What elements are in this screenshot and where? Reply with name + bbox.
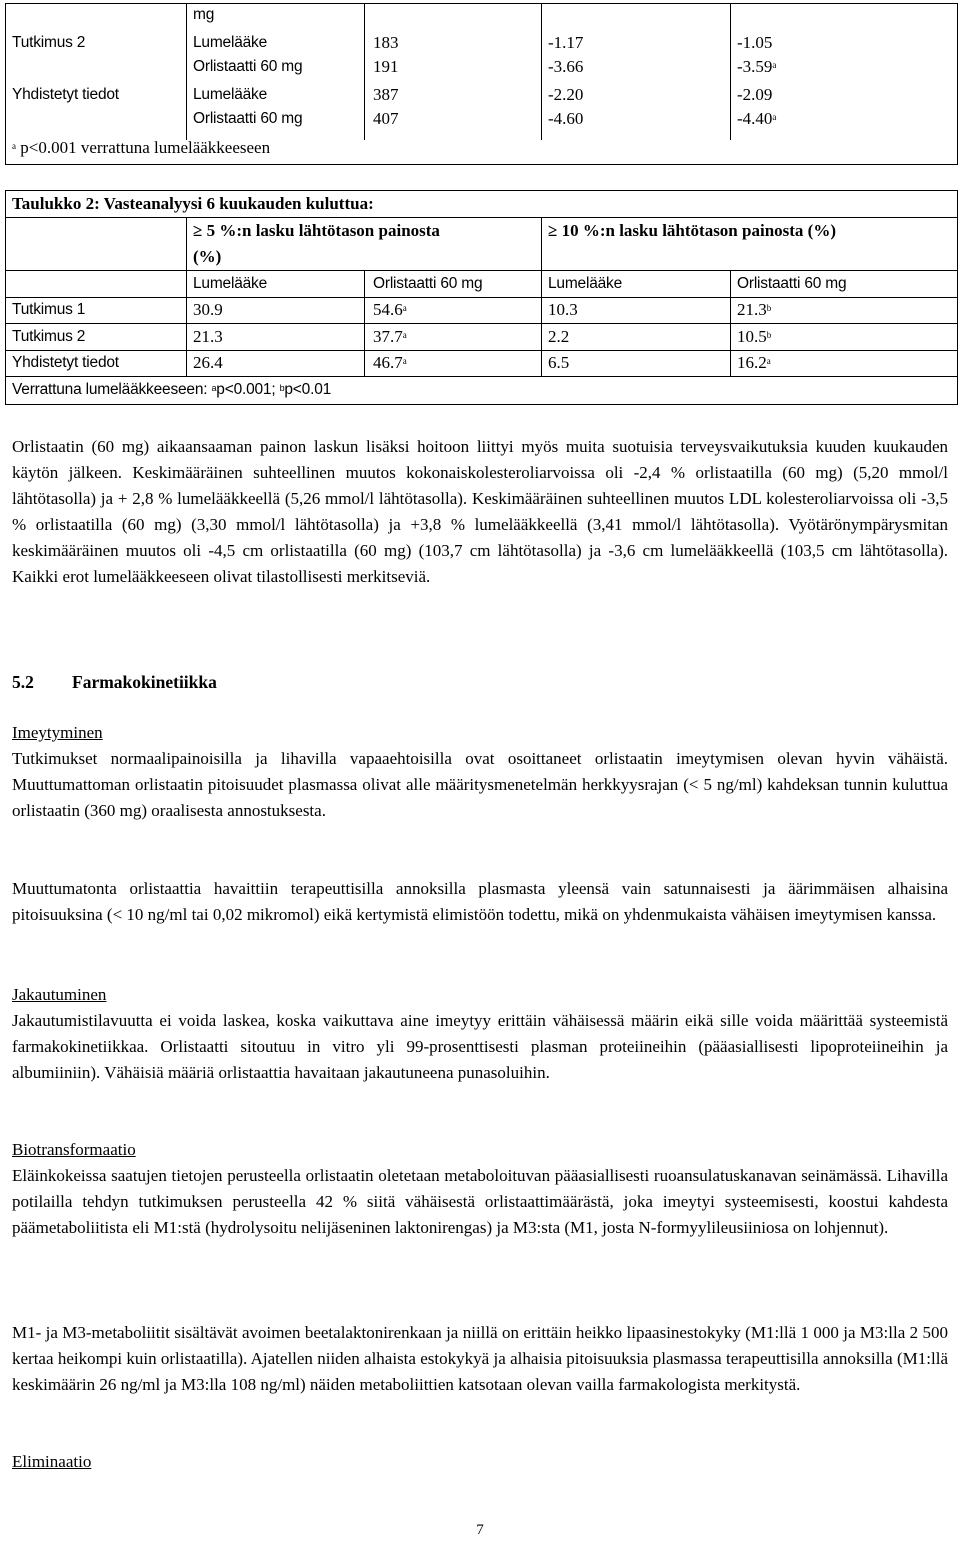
table2-header-5pct-unit: (%) — [193, 247, 222, 266]
table1-study-label: Tutkimus 2 — [12, 34, 86, 51]
table2-cell: 30.9 — [193, 300, 223, 319]
table2-row-label: Tutkimus 2 — [12, 328, 86, 345]
table2-cell: 46.7$^a$ — [373, 353, 407, 372]
paragraph-distribution: Jakautumistilavuutta ei voida laskea, koska vaikuttava aine imeytyy erittäin vähäisessä määrin eikä sille voida määrittää systeemistä farmakokinetiikkaa. Orlistaatti sitoutuu in vitro yli 99-prosenttisesti plasman proteiineihin (pääasiallisesti lipoproteiineihin ja albumiiniin). Vähäisiä määriä orlistaattia havaitaan jakautuneena punasoluihin. — [12, 1011, 948, 1082]
heading-absorption: Imeytyminen — [12, 723, 103, 742]
table2-cell: 16.2$^a$ — [737, 353, 771, 372]
table2-subheader: Lumelääke — [548, 275, 623, 292]
table2-title: Taulukko 2: Vasteanalyysi 6 kuukauden kuluttua: — [12, 194, 374, 213]
heading-biotransformation: Biotransformaatio — [12, 1140, 136, 1159]
table1-group: Lumelääke — [193, 34, 268, 51]
paragraph-biotransformation-2: M1- ja M3-metaboliitit sisältävät avoimen beetalaktonirenkaan ja niillä on erittäin heikko lipaasinestokyky (M1:llä 1 000 ja M3:lla 2 500 kertaa heikompi kuin orlistaatilla). Ajatellen niiden alhaista estokykyä ja alhaisia pitoisuuksia plasmassa terapeuttisilla annoksilla (M1:llä keskimäärin 26 ng/ml ja M3:lla 108 ng/ml) näiden metaboliittien katsotaan olevan vailla farmakologista merkitystä. — [12, 1323, 948, 1394]
table1-group: Orlistaatti 60 mg — [193, 110, 303, 127]
table1-value: -4.40$^a$ — [737, 109, 777, 128]
table2-row-label: Yhdistetyt tiedot — [12, 354, 119, 371]
table1-value: -3.66 — [548, 57, 584, 76]
table2-cell: 21.3$^b$ — [737, 300, 772, 319]
table2-cell: 6.5 — [548, 353, 570, 372]
table1-n: 183 — [373, 33, 399, 52]
table2-cell: 2.2 — [548, 327, 570, 346]
table2-subheader: Orlistaatti 60 mg — [373, 275, 483, 292]
paragraph-absorption-2: Muuttumatonta orlistaattia havaittiin terapeuttisilla annoksilla plasmasta yleensä vain satunnaisesti ja äärimmäisen alhaisina pitoisuuksina (< 10 ng/ml tai 0,02 mikromol) eikä kertymistä elimistöön todettu, mikä on yhdenmukaista vähäisen imeytymisen kanssa. — [12, 879, 948, 924]
page-number: 7 — [476, 1522, 484, 1538]
table2-header-10pct: ≥ 10 %:n lasku lähtötason painosta (%) — [548, 221, 836, 240]
table1-value: -2.09 — [737, 85, 773, 104]
table1-study-label: Yhdistetyt tiedot — [12, 86, 119, 103]
table2-footnote: Verrattuna lumelääkkeeseen: $^a$p<0.001; $^b$p<0.01 — [12, 381, 332, 398]
table1-cell-fragment: mg — [193, 6, 215, 23]
table2-cell: 54.6$^a$ — [373, 300, 407, 319]
paragraph-biotransformation-1: Eläinkokeissa saatujen tietojen perusteella orlistaatin oletetaan metaboloituvan pääasiallisesti ruoansulatuskanavan seinämässä. Lihavilla potilailla tehdyn tutkimuksen perusteella 42 % siitä vähäisestä orlistaattimäärästä, joka imeytyi systeemisesti, koostui kahdesta päämetaboliitista eli M1:stä (hydrolysoitu nelijäseninen laktonirengas) ja M3:sta (M1, josta N-formyylileusiiniosa on lohjennut). — [12, 1166, 948, 1237]
table2-row-label: Tutkimus 1 — [12, 301, 86, 318]
table1-value: -1.05 — [737, 33, 773, 52]
table2-subheader: Lumelääke — [193, 275, 268, 292]
heading-distribution: Jakautuminen — [12, 985, 107, 1004]
table1-value: -4.60 — [548, 109, 584, 128]
paragraph-health-effects: Orlistaatin (60 mg) aikaansaaman painon laskun lisäksi hoitoon liittyi myös muita suotuisia terveysvaikutuksia kuuden kuukauden käytön jälkeen. Keskimääräinen suhteellinen muutos kokonaiskolesteroliarvoissa oli -2,4 % orlistaatilla (60 mg) (5,20 mmol/l lähtötasolla) ja + 2,8 % lumelääkkeellä (5,26 mmol/l lähtötasolla). Keskimääräinen suhteellinen muutos LDL kolesteroliarvoissa oli -3,5 % orlistaatilla (60 mg) (3,30 mmol/l lähtötasolla) ja +3,8 % lumelääkkeellä (3,41 mmol/l lähtötasolla). Vyötärönympärysmitan keskimääräinen muutos oli -4,5 cm orlistaatilla (60 mg) (103,7 cm lähtötasolla) ja -3,6 cm lumelääkkeellä (103,5 cm lähtötasolla). Kaikki erot lumelääkkeeseen olivat tilastollisesti merkitseviä. — [12, 437, 948, 586]
table2-cell: 10.5$^b$ — [737, 327, 772, 346]
heading-elimination: Eliminaatio — [12, 1452, 92, 1471]
table2-subheader: Orlistaatti 60 mg — [737, 275, 847, 292]
table1-value: -3.59$^a$ — [737, 57, 777, 76]
table2-header-5pct: ≥ 5 %:n lasku lähtötason painosta — [193, 221, 440, 240]
table1-n: 387 — [373, 85, 399, 104]
table2-cell: 21.3 — [193, 327, 223, 346]
table1-value: -2.20 — [548, 85, 584, 104]
paragraph-absorption-1: Tutkimukset normaalipainoisilla ja lihavilla vapaaehtoisilla ovat osoittaneet orlistaatin imeytymisen olevan hyvin vähäistä. Muuttumattoman orlistaatin pitoisuudet plasmassa olivat alle määritysmenetelmän herkkyysrajan (< 5 ng/ml) kahdeksan tunnin kuluttua orlistaatin (360 mg) oraalisesta annostuksesta. — [12, 749, 948, 820]
table2-cell: 26.4 — [193, 353, 223, 372]
table1-value: -1.17 — [548, 33, 584, 52]
section-title: 5.2 Farmakokinetiikka — [12, 672, 217, 692]
table1-group: Orlistaatti 60 mg — [193, 58, 303, 75]
table2-cell: 10.3 — [548, 300, 578, 319]
table2-cell: 37.7$^a$ — [373, 327, 407, 346]
table1-n: 191 — [373, 57, 399, 76]
table1-group: Lumelääke — [193, 86, 268, 103]
table1-footnote: $^a$ p<0.001 verrattuna lumelääkkeeseen — [12, 138, 271, 157]
table1-n: 407 — [373, 109, 399, 128]
